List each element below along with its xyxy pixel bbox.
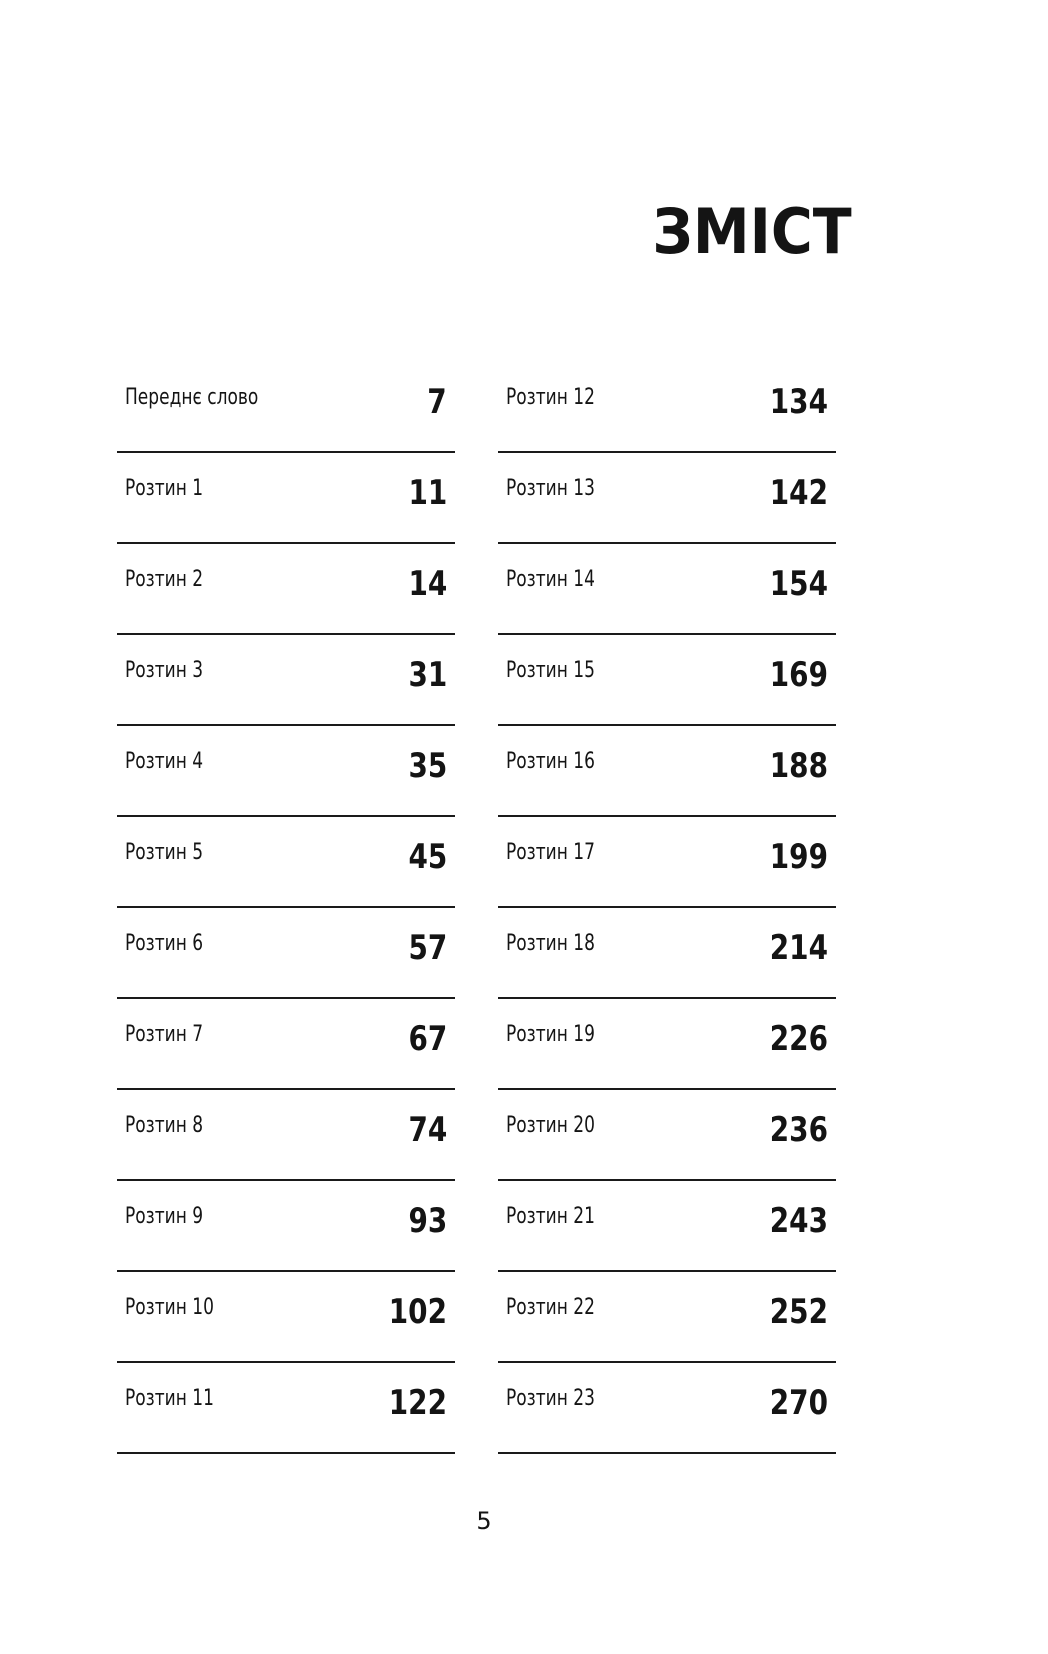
toc-entry-label: Розтин 7 <box>125 1022 204 1047</box>
toc-entry[interactable] <box>498 999 836 1090</box>
toc-entry-label: Розтин 17 <box>506 840 595 865</box>
toc-entry[interactable] <box>498 544 836 635</box>
toc-entry-page: 102 <box>388 1292 447 1332</box>
toc-entry-page: 7 <box>427 382 447 422</box>
toc-entry-label: Розтин 15 <box>506 658 595 683</box>
toc-entry[interactable] <box>117 635 455 726</box>
toc-entry-page: 243 <box>769 1201 828 1241</box>
toc-entry-label: Розтин 20 <box>506 1113 595 1138</box>
toc-entry-label: Розтин 11 <box>125 1386 214 1411</box>
toc-entry-label: Розтин 2 <box>125 567 204 592</box>
toc-entry-label: Розтин 6 <box>125 931 204 956</box>
toc-entry-page: 252 <box>769 1292 828 1332</box>
toc-entry-label: Розтин 23 <box>506 1386 595 1411</box>
toc-entry-page: 270 <box>769 1383 828 1423</box>
toc-entry-label: Розтин 18 <box>506 931 595 956</box>
toc-entry[interactable] <box>117 544 455 635</box>
toc-entry-page: 199 <box>769 837 828 877</box>
toc-entry-page: 142 <box>769 473 828 513</box>
toc-entry-label: Розтин 14 <box>506 567 595 592</box>
toc-entry-label: Розтин 22 <box>506 1295 595 1320</box>
toc-entry[interactable] <box>117 1363 455 1454</box>
toc-entry[interactable] <box>498 1363 836 1454</box>
toc-entry[interactable] <box>117 1090 455 1181</box>
toc-entry-label: Розтин 3 <box>125 658 204 683</box>
toc-entry[interactable] <box>117 1181 455 1272</box>
toc-entry[interactable] <box>117 999 455 1090</box>
toc-entry[interactable] <box>498 635 836 726</box>
toc-entry-label: Розтин 13 <box>506 476 595 501</box>
toc-entry[interactable] <box>498 726 836 817</box>
toc-entry[interactable] <box>117 362 455 453</box>
toc-entry-label: Розтин 1 <box>125 476 204 501</box>
toc-entry[interactable] <box>498 453 836 544</box>
toc-column-right <box>498 362 836 1454</box>
toc-entry-page: 154 <box>769 564 828 604</box>
page-number: 5 <box>476 1507 492 1535</box>
toc-entry-page: 67 <box>408 1019 447 1059</box>
toc-entry-label: Розтин 19 <box>506 1022 595 1047</box>
toc-entry-label: Розтин 4 <box>125 749 204 774</box>
toc-entry[interactable] <box>117 908 455 999</box>
toc-entry-label: Розтин 12 <box>506 385 595 410</box>
toc-entry-page: 45 <box>408 837 447 877</box>
toc-entry-page: 57 <box>408 928 447 968</box>
toc-entry[interactable] <box>117 726 455 817</box>
toc-entry-page: 188 <box>769 746 828 786</box>
toc-column-left <box>117 362 455 1454</box>
toc-entry-page: 11 <box>408 473 447 513</box>
toc-entry-page: 134 <box>769 382 828 422</box>
toc-entry[interactable] <box>498 1181 836 1272</box>
toc-entry-page: 226 <box>769 1019 828 1059</box>
toc-entry[interactable] <box>498 817 836 908</box>
toc-entry[interactable] <box>498 1090 836 1181</box>
toc-entry-page: 35 <box>408 746 447 786</box>
toc-entry-label: Розтин 21 <box>506 1204 595 1229</box>
toc-entry-page: 236 <box>769 1110 828 1150</box>
toc-entry-page: 74 <box>408 1110 447 1150</box>
toc-entry-label: Розтин 10 <box>125 1295 214 1320</box>
toc-entry-label: Розтин 5 <box>125 840 204 865</box>
toc-entry-page: 14 <box>408 564 447 604</box>
toc-entry-label: Переднє слово <box>125 385 259 410</box>
toc-entry-label: Розтин 16 <box>506 749 595 774</box>
toc-entry-page: 93 <box>408 1201 447 1241</box>
toc-entry-page: 214 <box>769 928 828 968</box>
page-title: ЗМІСТ <box>652 195 852 268</box>
toc-entry-label: Розтин 9 <box>125 1204 204 1229</box>
toc-entry[interactable] <box>117 1272 455 1363</box>
toc-entry-page: 122 <box>388 1383 447 1423</box>
toc-entry[interactable] <box>498 908 836 999</box>
toc-entry[interactable] <box>498 1272 836 1363</box>
toc-entry-label: Розтин 8 <box>125 1113 204 1138</box>
toc-entry[interactable] <box>117 453 455 544</box>
toc-entry[interactable] <box>498 362 836 453</box>
toc-entry-page: 169 <box>769 655 828 695</box>
toc-entry-page: 31 <box>408 655 447 695</box>
toc-entry[interactable] <box>117 817 455 908</box>
